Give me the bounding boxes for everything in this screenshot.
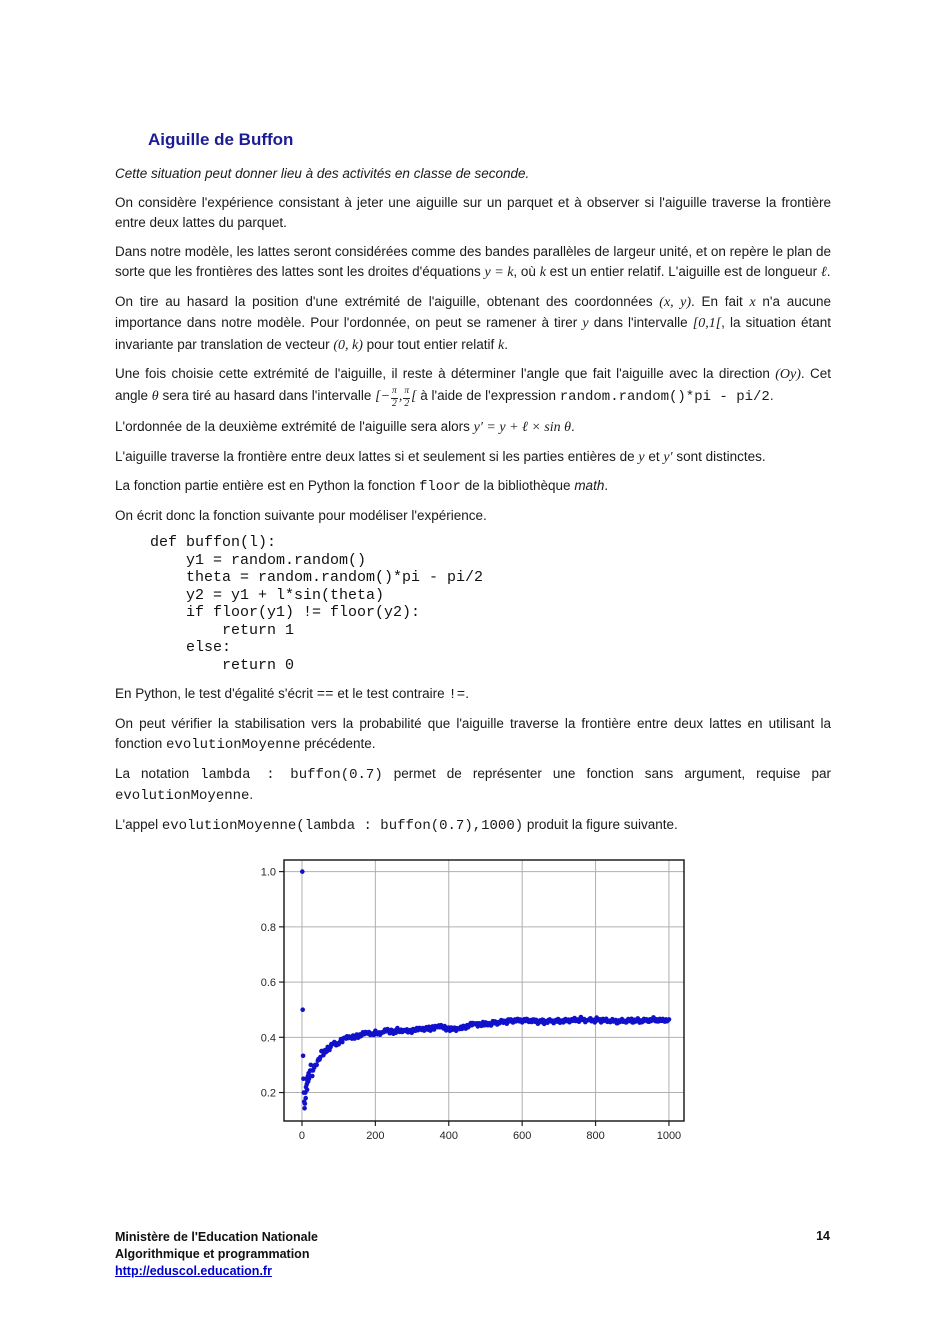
svg-text:800: 800 bbox=[586, 1130, 605, 1143]
svg-text:0.8: 0.8 bbox=[260, 921, 276, 934]
footer-link[interactable]: http://eduscol.education.fr bbox=[115, 1264, 272, 1278]
paragraph-angle: Une fois choisie cette extrémité de l'aiguille, il reste à déterminer l'angle que fait l'aiguille avec la direction (Oy). Cet angle θ sera tiré au hasard dans l'intervalle [− $\frac{\pi}{2}$ , $\frac{\pi}{2}$ [ à l'aide de l'expression random.random()*pi - pi/2. bbox=[115, 366, 832, 409]
paragraph-floor: La fonction partie entière est en Python la fonction floor de la bibliothèque math. bbox=[115, 478, 609, 496]
paragraph-tirage: On tire au hasard la position d'une extrémité de l'aiguille, obtenant des coordonnées (x, y). En fait x n'a aucune importance dans notre modèle. Pour l'ordonnée, on peut se ramener à tirer y dans l'intervalle [0,1[, la situation étant invariante par translation de vecteur (0, k) pour tout entier relatif k. bbox=[115, 293, 831, 353]
paragraph-experience: On considère l'expérience consistant à jeter une aiguille sur un parquet et à observer si l'aiguille traverse la frontière entre deux lattes du parquet. bbox=[115, 194, 831, 230]
svg-text:0.4: 0.4 bbox=[260, 1032, 276, 1045]
paragraph-intro-italic: Cette situation peut donner lieu à des activités en classe de seconde. bbox=[115, 166, 530, 181]
page-number: 14 bbox=[816, 1229, 830, 1243]
footer-subject: Algorithmique et programmation bbox=[115, 1247, 310, 1261]
svg-text:1.0: 1.0 bbox=[260, 866, 276, 879]
paragraph-egalite: En Python, le test d'égalité s'écrit == et le test contraire !=. bbox=[115, 686, 469, 704]
convergence-figure bbox=[244, 852, 831, 1153]
paragraph-ordonnee: L'ordonnée de la deuxième extrémité de l'aiguille sera alors y′ = y + ℓ × sin θ. bbox=[115, 419, 575, 436]
svg-text:1000: 1000 bbox=[656, 1130, 682, 1143]
svg-text:600: 600 bbox=[512, 1130, 532, 1143]
paragraph-traverse: L'aiguille traverse la frontière entre deux lattes si et seulement si les parties entières de y et y′ sont distinctes. bbox=[115, 448, 766, 465]
svg-text:0: 0 bbox=[298, 1130, 306, 1143]
footer-ministry: Ministère de l'Education Nationale bbox=[115, 1230, 319, 1244]
footer bbox=[115, 1229, 318, 1280]
paragraph-fonction: On écrit donc la fonction suivante pour modéliser l'expérience. bbox=[115, 507, 487, 523]
svg-text:0.2: 0.2 bbox=[260, 1087, 276, 1100]
fraction: $\frac{\pi}{2}$ bbox=[392, 386, 397, 409]
svg-text:400: 400 bbox=[439, 1130, 458, 1143]
paragraph-modele: Dans notre modèle, les lattes seront considérées comme des bandes parallèles de largeur unité, et on repère le plan de sorte que les frontières des lattes sont les droites d'équations y = k, où k est un entier relatif. L'aiguille est de longueur ℓ. bbox=[115, 243, 831, 280]
paragraph-appel: L'appel evolutionMoyenne(lambda : buffon(0.7),1000) produit la figure suivante. bbox=[115, 816, 678, 834]
paragraph-lambda: La notation lambda : buffon(0.7) permet de représenter une fonction sans argument, requise par evolutionMoyenne. bbox=[115, 765, 831, 805]
fraction: $\frac{\pi}{2}$ bbox=[404, 386, 410, 409]
paragraph-stabilisation: On peut vérifier la stabilisation vers la probabilité que l'aiguille traverse la frontière entre deux lattes en utilisant la fonction evolutionMoyenne précédente. bbox=[115, 715, 831, 754]
python-code-block: def buffon(l): y1 = random.random() theta = random.random()*pi - pi/2 y2 = y1 + l*sin(theta) if floor(y1) != floor(y2): return 1 else: return 0 bbox=[150, 534, 484, 674]
svg-text:0.6: 0.6 bbox=[260, 977, 276, 990]
page-title: Aiguille de Buffon bbox=[148, 130, 294, 149]
svg-text:200: 200 bbox=[366, 1130, 385, 1143]
figure-svg bbox=[244, 852, 696, 1148]
